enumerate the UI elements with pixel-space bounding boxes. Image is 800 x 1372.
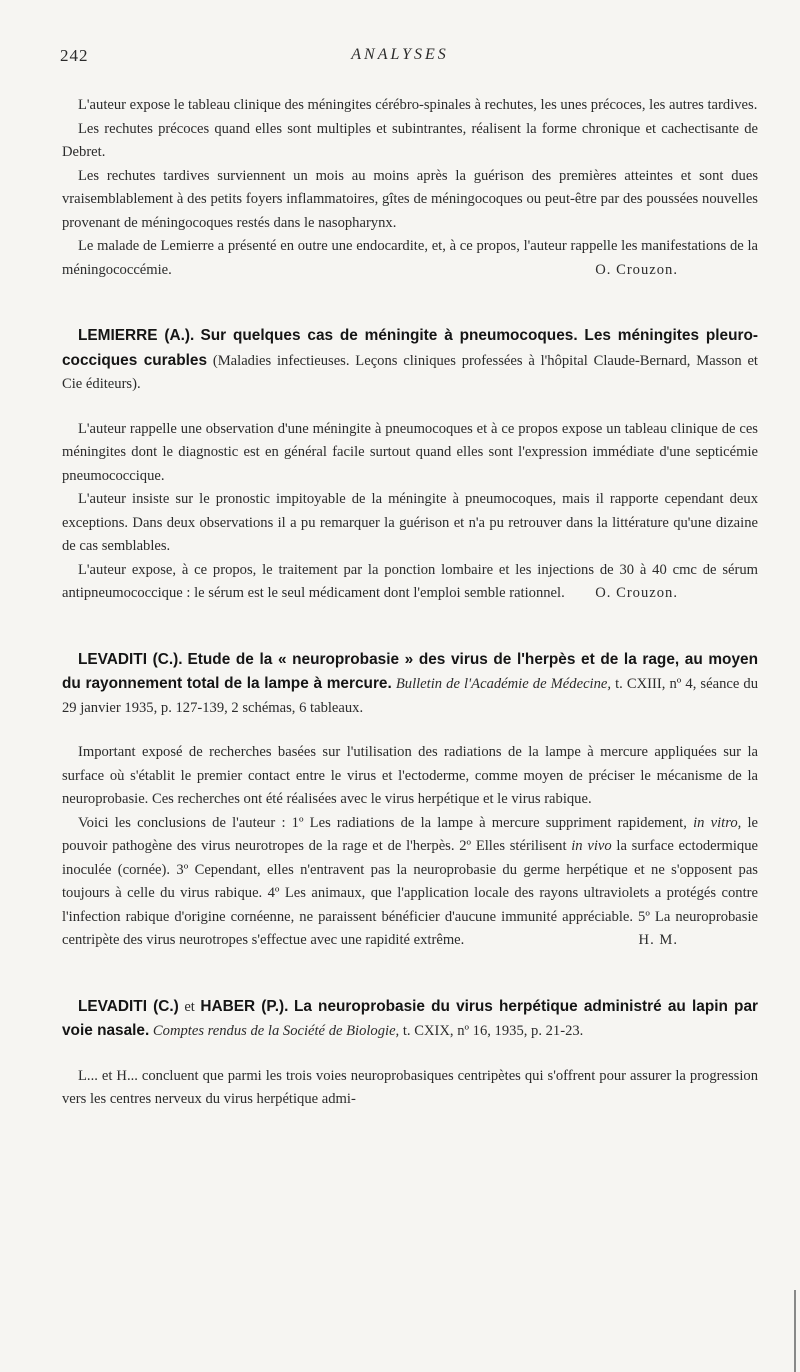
intro-paragraph-2: Les rechutes précoces quand elles sont multiples et subintrantes, réalisent la forme chronique et cachectisante de Debret. bbox=[62, 120, 758, 160]
review-1-paragraph-1: L'auteur rappelle une observation d'une méningite à pneumocoques et à ce propos expose un tableau clinique de ces méningites dont le diagnostic est en général facile surtout quand elles sont l'expression immédiate d'une septicémie pneumococcique. bbox=[62, 420, 758, 484]
review-3-details: t. CXIX, nº 16, 1935, p. 21-23. bbox=[402, 1023, 584, 1039]
review-2-author: LEVADITI (C.). bbox=[78, 650, 183, 668]
review-3-paragraph-1: L... et H... concluent que parmi les trois voies neuroprobasiques centripètes qui s'offrent pour assurer la progression vers les centres nerveux du virus herpétique admi- bbox=[62, 1067, 758, 1107]
intro-paragraph-4: Le malade de Lemierre a présenté en outre une endocardite, et, à ce propos, l'auteur rappelle les manifestations de la méningococcémie. O. Crouzon. bbox=[62, 235, 758, 282]
intro-signature: O. Crouzon. bbox=[595, 261, 678, 278]
review-3-journal: Comptes rendus de la Société de Biologie, bbox=[152, 1023, 400, 1039]
margin-rule bbox=[794, 1290, 796, 1372]
review-3-author-2: HABER (P.). bbox=[200, 997, 289, 1015]
review-2-paragraph-2: Voici les conclusions de l'auteur : 1º Les radiations de la lampe à mercure suppriment rapidement, in vitro, le pouvoir pathogène des virus neurotropes de la rage et de l'herpès. 2º Elles stérilisent in vivo la surface ectodermique inoculée (cornée). 3º Cependant, elles n'entravent pas la neuroprobasie du germe herpétique et ne s'opposent pas toujours à celle du virus rabique. 4º Les animaux, que l'application locale des rayons ultraviolets a protégés contre l'infection rabique d'origine cornéenne, ne paraissent bénéficier d'aucune immunité appréciable. 5º La neuroprobasie centripète des virus neurotropes s'effectue avec une rapidité extrême. H. M. bbox=[62, 812, 758, 953]
intro-paragraph-3: Les rechutes tardives surviennent un mois au moins après la guérison des premières atteintes et sont dues vraisemblablement à des petits foyers inflammatoires, gîtes de méningocoques ou peut-être par des poussées nouvelles provenant de méningocoques restés dans le nasopharynx. bbox=[62, 167, 758, 231]
review-3-author-1: LEVADITI (C.) bbox=[78, 997, 179, 1015]
review-1-source: (Maladies infectieuses. Leçons cliniques professées à l'hôpital Claude-Bernard, Masson et Cie éditeurs). bbox=[62, 352, 758, 392]
review-2-signature: H. M. bbox=[638, 932, 678, 948]
review-3-reference bbox=[62, 995, 758, 1044]
intro-paragraph-1: L'auteur expose le tableau clinique des méningites cérébro-spinales à rechutes, les unes précoces, les autres tardives. bbox=[78, 97, 758, 113]
review-2-reference bbox=[62, 648, 758, 721]
review-1-paragraph-2: L'auteur insiste sur le pronostic impitoyable de la méningite à pneumocoques, mais il rapporte cependant deux exceptions. Dans deux observations il a pu remarquer la guérison et n'a pu retrouver dans la littérature qu'une dizaine de cas semblables. bbox=[62, 491, 758, 554]
review-1-author: LEMIERRE (A.). bbox=[78, 327, 195, 344]
running-title: ANALYSES bbox=[351, 46, 449, 63]
review-2-paragraph-1: Important exposé de recherches basées sur l'utilisation des radiations de la lampe à mercure appliquées sur la surface où s'établit le premier contact entre le virus et l'ectoderme, comme moyen de préciser le mécanisme de la neuroprobasie. Ces recherches ont été réalisées avec le virus herpétique et le virus rabique. bbox=[62, 744, 758, 807]
page-content bbox=[62, 94, 758, 1112]
review-2-title: Etude de la « neuroprobasie » des virus de l'herpès et de la rage, au moyen du rayonnement total de la lampe à mercure. bbox=[62, 650, 758, 692]
review-2-details: t. CXIII, nº 4, séance du 29 janvier 1935, p. 127-139, 2 schémas, 6 tableaux. bbox=[62, 676, 758, 716]
review-1-signature: O. Crouzon. bbox=[595, 585, 678, 601]
review-1-title: Sur quelques cas de méningite à pneumocoques. Les méningites pleuro-cocciques curables bbox=[62, 327, 759, 369]
review-2-journal: Bulletin de l'Académie de Médecine, bbox=[395, 676, 612, 692]
review-3-conjunction: et bbox=[184, 998, 195, 1015]
page-header bbox=[60, 46, 740, 70]
review-3-title: La neuroprobasie du virus herpétique administré au lapin par voie nasale. bbox=[62, 997, 759, 1039]
review-1-reference bbox=[62, 324, 758, 397]
review-1-paragraph-3: L'auteur expose, à ce propos, le traitement par la ponction lombaire et les injections de 30 à 40 cmc de sérum antipneumococcique : le sérum est le seul médicament dont l'emploi semble rationnel. O. Crouzon. bbox=[62, 559, 758, 606]
page-number: 242 bbox=[60, 46, 89, 65]
